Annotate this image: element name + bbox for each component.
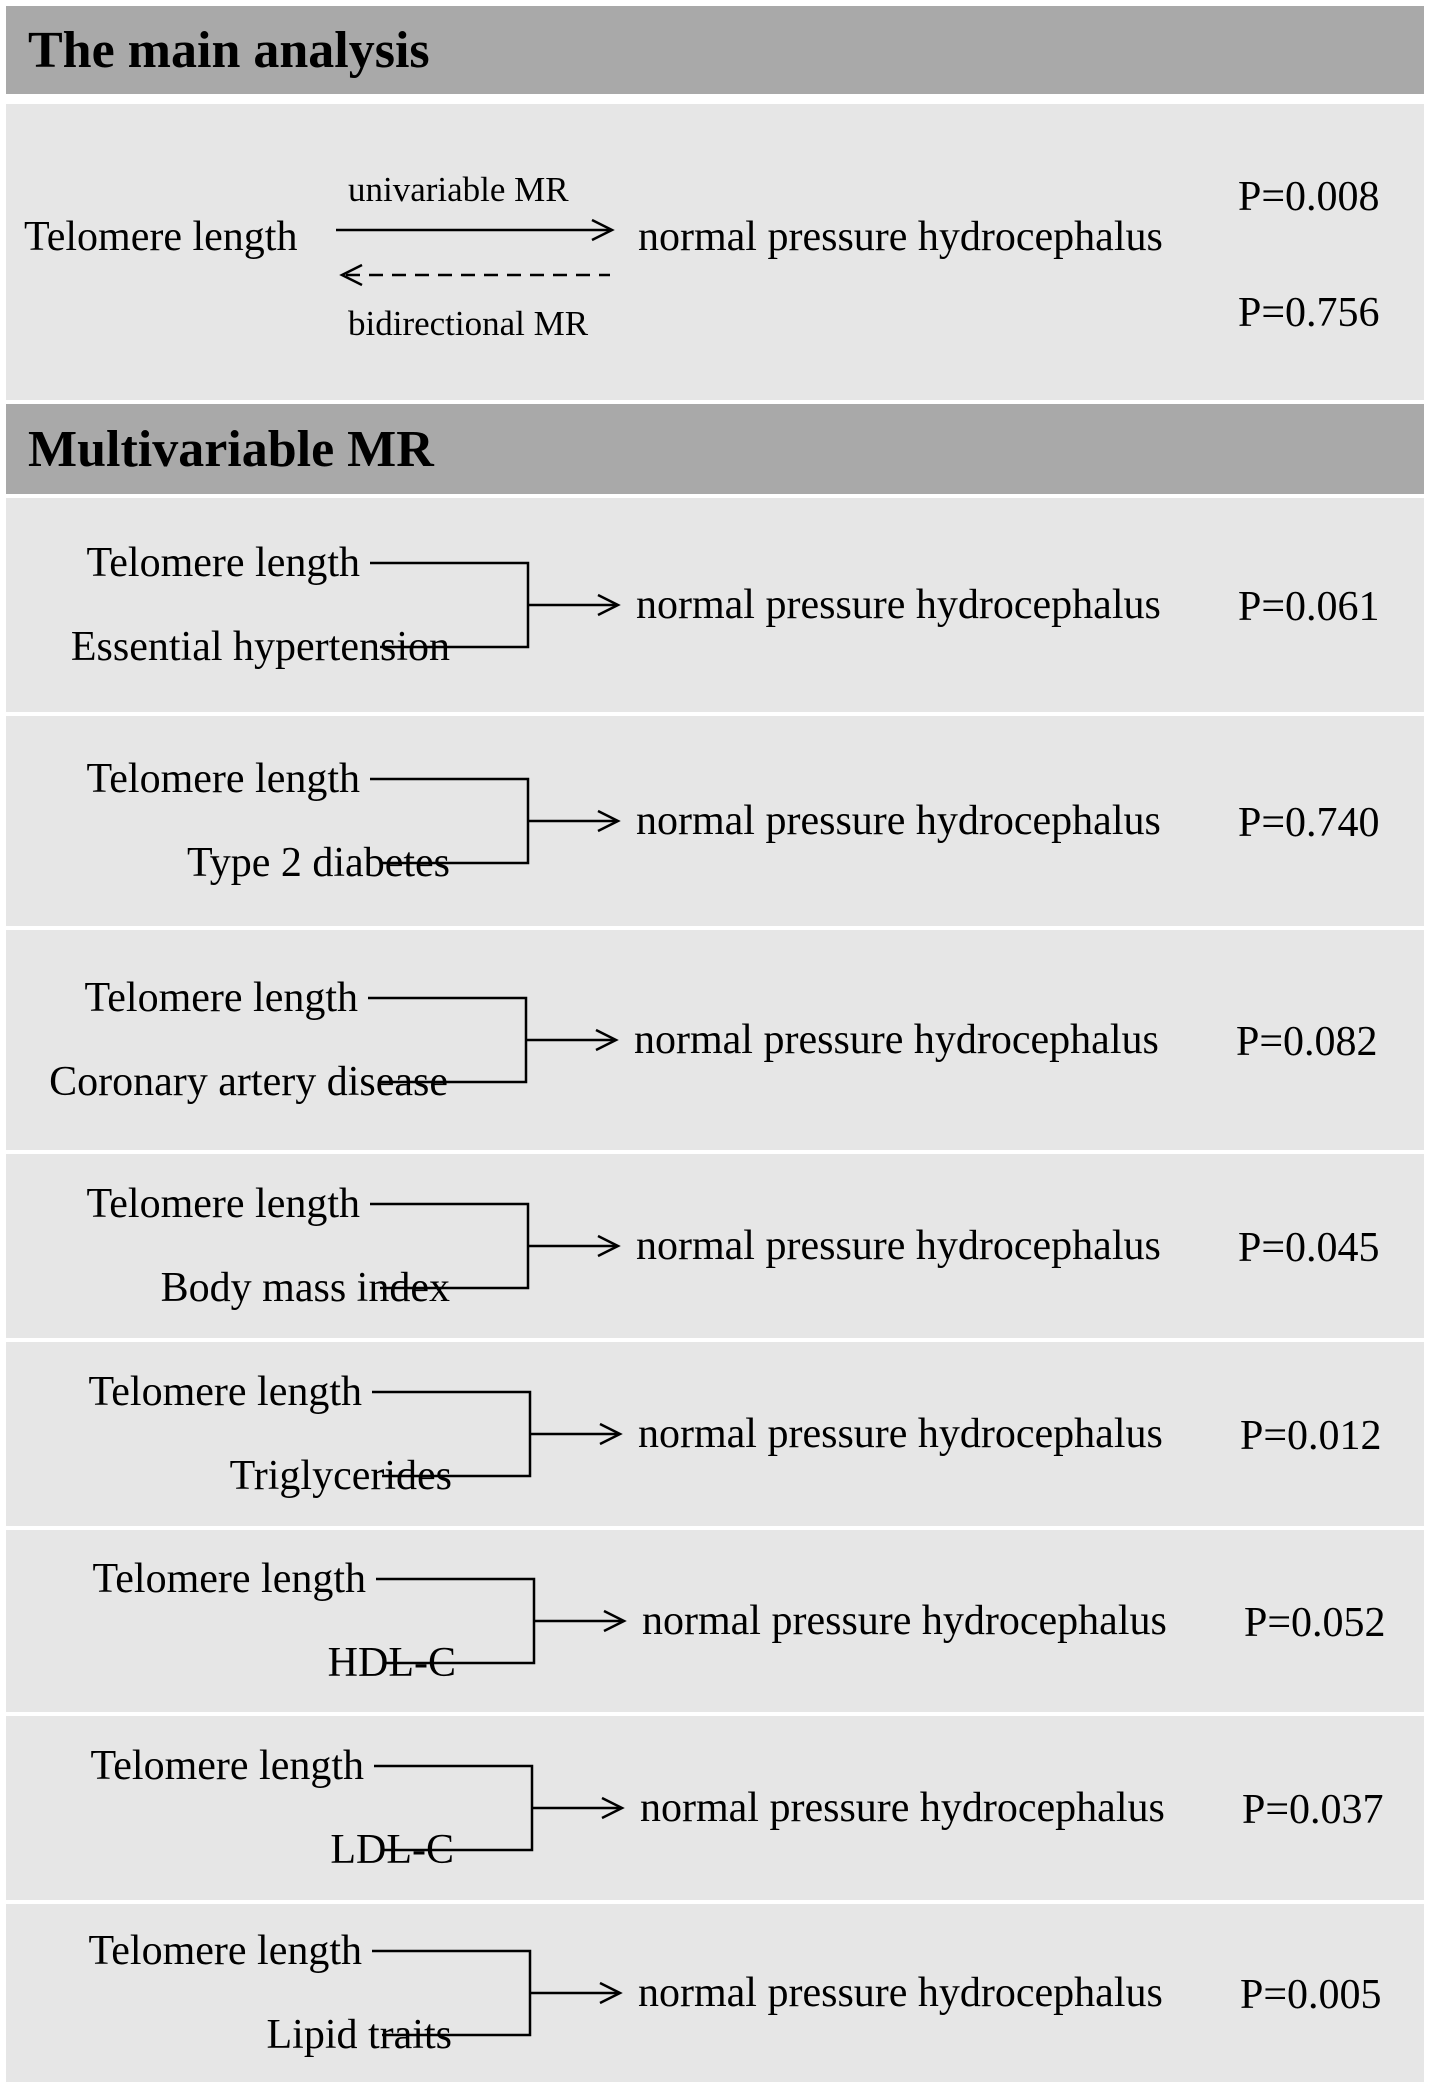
outcome-label: normal pressure hydrocephalus [638,214,1163,260]
multivariable-row [6,498,1424,712]
row-covariate: Type 2 diabetes [187,840,450,886]
row-p-value: P=0.082 [1236,1019,1378,1065]
row-bracket-arrow [6,1154,1424,1338]
bracket [372,1392,530,1476]
multivariable-title: Multivariable MR [28,420,434,478]
row-p-value: P=0.061 [1238,584,1380,630]
multivariable-row [6,1154,1424,1338]
exposure-label: Telomere length [24,214,298,260]
row-exposure: Telomere length [90,1743,364,1789]
row-p-value: P=0.037 [1242,1787,1384,1833]
forward-arrow [336,220,612,240]
bracket [368,998,526,1082]
multivariable-row [6,1530,1424,1712]
row-outcome: normal pressure hydrocephalus [634,1017,1159,1063]
row-bracket-arrow [6,1904,1424,2082]
main-analysis-title: The main analysis [28,21,430,79]
bracket [374,1766,532,1850]
row-bracket-arrow [6,930,1424,1150]
row-exposure: Telomere length [86,1181,360,1227]
multivariable-row [6,1342,1424,1526]
bracket [376,1579,534,1663]
row-covariate: Lipid traits [266,2012,452,2058]
multivariable-row [6,930,1424,1150]
row-covariate: HDL-C [327,1640,456,1686]
multivariable-header [6,404,1424,494]
row-outcome: normal pressure hydrocephalus [636,582,1161,628]
row-covariate: Essential hypertension [70,624,450,670]
bidirectional-mr-label: bidirectional MR [348,304,589,343]
row-outcome: normal pressure hydrocephalus [638,1411,1163,1457]
row-covariate: Body mass index [160,1265,450,1311]
row-outcome: normal pressure hydrocephalus [636,798,1161,844]
bracket [370,779,528,863]
univariable-mr-label: univariable MR [348,170,569,209]
p-value-reverse: P=0.756 [1238,290,1380,336]
row-bracket-arrow [6,716,1424,926]
bracket [370,1204,528,1288]
row-exposure: Telomere length [86,756,360,802]
row-covariate: Triglycerides [229,1453,452,1499]
row-exposure: Telomere length [86,540,360,586]
row-p-value: P=0.052 [1244,1600,1386,1646]
bracket [370,563,528,647]
multivariable-row [6,716,1424,926]
row-outcome: normal pressure hydrocephalus [638,1970,1163,2016]
multivariable-row [6,1716,1424,1900]
row-covariate: Coronary artery disease [49,1059,448,1105]
row-bracket-arrow [6,498,1424,712]
row-bracket-arrow [6,1342,1424,1526]
row-p-value: P=0.740 [1238,800,1380,846]
row-bracket-arrow [6,1716,1424,1900]
row-p-value: P=0.012 [1240,1413,1382,1459]
main-analysis-header [6,6,1424,94]
row-outcome: normal pressure hydrocephalus [636,1223,1161,1269]
main-analysis-panel [6,104,1424,400]
row-covariate: LDL-C [330,1827,454,1873]
reverse-dashed-arrow [342,265,610,285]
row-outcome: normal pressure hydrocephalus [642,1598,1167,1644]
row-outcome: normal pressure hydrocephalus [640,1785,1165,1831]
row-exposure: Telomere length [84,975,358,1021]
row-bracket-arrow [6,1530,1424,1712]
row-exposure: Telomere length [88,1928,362,1974]
p-value-forward: P=0.008 [1238,174,1380,220]
row-exposure: Telomere length [92,1556,366,1602]
row-p-value: P=0.045 [1238,1225,1380,1271]
row-p-value: P=0.005 [1240,1972,1382,2018]
mr-arrows [6,104,1424,400]
row-exposure: Telomere length [88,1369,362,1415]
multivariable-row [6,1904,1424,2082]
bracket [372,1951,530,2035]
